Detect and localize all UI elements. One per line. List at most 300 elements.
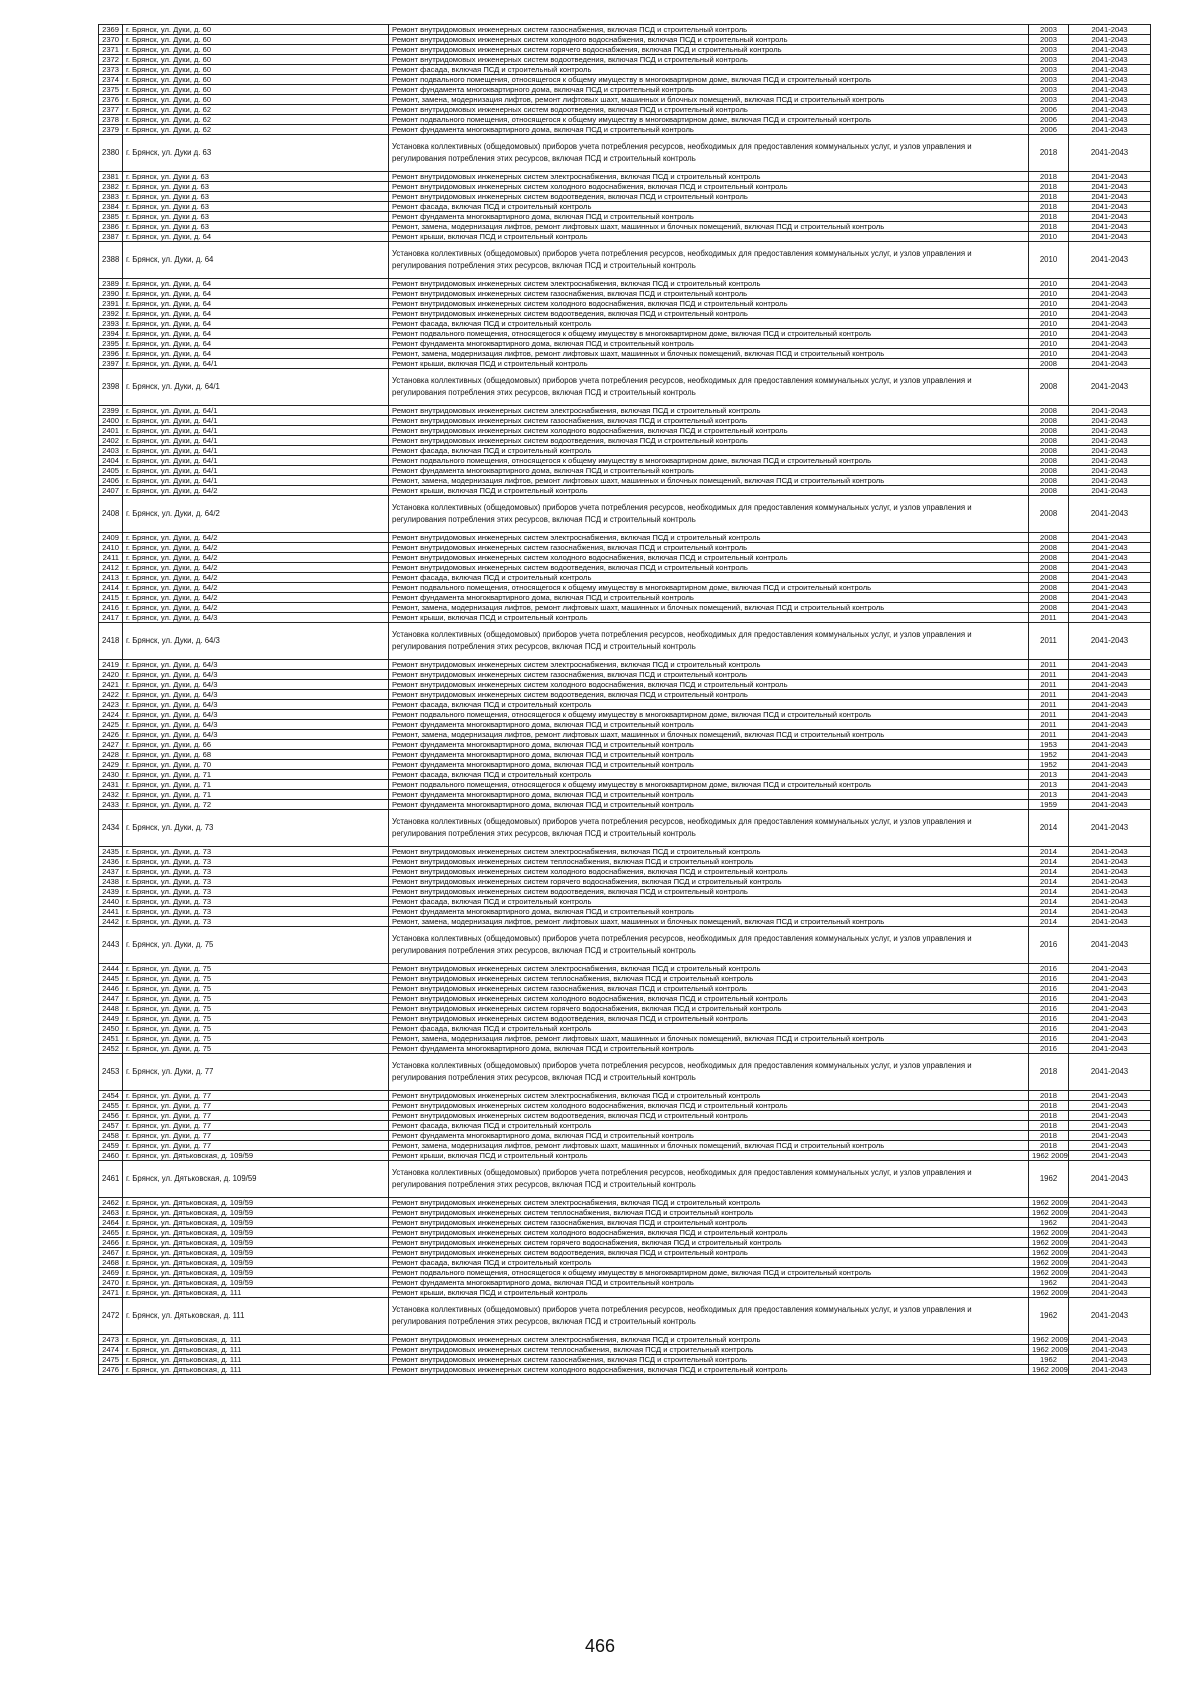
address-cell: г. Брянск, ул. Дуки, д. 73	[123, 857, 389, 867]
row-number: 2406	[99, 476, 123, 486]
table-row	[99, 242, 1151, 279]
year-cell: 2018	[1029, 212, 1069, 222]
table-row	[99, 446, 1151, 456]
address-cell: г. Брянск, ул. Дуки д. 63	[123, 202, 389, 212]
period-cell: 2041-2043	[1069, 690, 1151, 700]
year-cell: 1962 2009	[1029, 1268, 1069, 1278]
row-number: 2394	[99, 329, 123, 339]
row-number: 2423	[99, 700, 123, 710]
address-cell: г. Брянск, ул. Дуки, д. 62	[123, 115, 389, 125]
row-number: 2448	[99, 1004, 123, 1014]
period-cell: 2041-2043	[1069, 740, 1151, 750]
period-cell: 2041-2043	[1069, 202, 1151, 212]
table-row	[99, 984, 1151, 994]
period-cell: 2041-2043	[1069, 319, 1151, 329]
year-cell: 2016	[1029, 994, 1069, 1004]
table-row	[99, 1141, 1151, 1151]
address-cell: г. Брянск, ул. Дуки, д. 73	[123, 867, 389, 877]
work-type-cell: Ремонт фасада, включая ПСД и строительный контроль	[389, 1258, 1029, 1268]
year-cell: 2018	[1029, 222, 1069, 232]
address-cell: г. Брянск, ул. Дуки, д. 77	[123, 1054, 389, 1091]
table-row	[99, 1161, 1151, 1198]
year-cell: 2010	[1029, 319, 1069, 329]
work-type-cell: Ремонт внутридомовых инженерных систем холодного водоснабжения, включая ПСД и строительный контроль	[389, 994, 1029, 1004]
row-number: 2425	[99, 720, 123, 730]
work-type-cell: Ремонт внутридомовых инженерных систем холодного водоснабжения, включая ПСД и строительный контроль	[389, 680, 1029, 690]
work-type-cell: Ремонт внутридомовых инженерных систем водоотведения, включая ПСД и строительный контроль	[389, 1248, 1029, 1258]
row-number: 2430	[99, 770, 123, 780]
address-cell: г. Брянск, ул. Дуки, д. 64/3	[123, 710, 389, 720]
row-number: 2460	[99, 1151, 123, 1161]
address-cell: г. Брянск, ул. Дуки, д. 64/2	[123, 563, 389, 573]
table-row	[99, 1238, 1151, 1248]
year-cell: 2010	[1029, 289, 1069, 299]
work-type-cell: Ремонт внутридомовых инженерных систем горячего водоснабжения, включая ПСД и строительный контроль	[389, 877, 1029, 887]
row-number: 2399	[99, 406, 123, 416]
work-type-cell: Ремонт внутридомовых инженерных систем водоотведения, включая ПСД и строительный контроль	[389, 1111, 1029, 1121]
work-type-cell: Ремонт внутридомовых инженерных систем теплоснабжения, включая ПСД и строительный контроль	[389, 857, 1029, 867]
work-type-cell: Ремонт фундамента многоквартирного дома, включая ПСД и строительный контроль	[389, 750, 1029, 760]
work-type-cell: Ремонт внутридомовых инженерных систем горячего водоснабжения, включая ПСД и строительный контроль	[389, 45, 1029, 55]
work-type-cell: Ремонт внутридомовых инженерных систем газоснабжения, включая ПСД и строительный контроль	[389, 670, 1029, 680]
work-type-cell: Ремонт внутридомовых инженерных систем холодного водоснабжения, включая ПСД и строительный контроль	[389, 553, 1029, 563]
row-number: 2450	[99, 1024, 123, 1034]
work-type-cell: Ремонт внутридомовых инженерных систем электроснабжения, включая ПСД и строительный контроль	[389, 1335, 1029, 1345]
period-cell: 2041-2043	[1069, 25, 1151, 35]
work-type-cell: Ремонт, замена, модернизация лифтов, ремонт лифтовых шахт, машинных и блочных помещений, включая ПСД и строительный контроль	[389, 603, 1029, 613]
row-number: 2410	[99, 543, 123, 553]
period-cell: 2041-2043	[1069, 212, 1151, 222]
year-cell: 2010	[1029, 279, 1069, 289]
row-number: 2385	[99, 212, 123, 222]
table-row	[99, 1024, 1151, 1034]
address-cell: г. Брянск, ул. Дуки, д. 64/2	[123, 496, 389, 533]
work-type-cell: Ремонт внутридомовых инженерных систем водоотведения, включая ПСД и строительный контроль	[389, 309, 1029, 319]
table-row	[99, 760, 1151, 770]
year-cell: 2011	[1029, 680, 1069, 690]
table-row	[99, 780, 1151, 790]
address-cell: г. Брянск, ул. Дуки, д. 64	[123, 349, 389, 359]
work-type-cell: Ремонт крыши, включая ПСД и строительный контроль	[389, 1288, 1029, 1298]
work-type-cell: Ремонт фундамента многоквартирного дома, включая ПСД и строительный контроль	[389, 339, 1029, 349]
row-number: 2398	[99, 369, 123, 406]
row-number: 2444	[99, 964, 123, 974]
work-type-cell: Ремонт фундамента многоквартирного дома, включая ПСД и строительный контроль	[389, 1278, 1029, 1288]
address-cell: г. Брянск, ул. Дуки, д. 60	[123, 65, 389, 75]
period-cell: 2041-2043	[1069, 720, 1151, 730]
work-type-cell: Ремонт фасада, включая ПСД и строительный контроль	[389, 446, 1029, 456]
work-type-cell: Ремонт фасада, включая ПСД и строительный контроль	[389, 1121, 1029, 1131]
period-cell: 2041-2043	[1069, 1208, 1151, 1218]
row-number: 2428	[99, 750, 123, 760]
table-row	[99, 1151, 1151, 1161]
table-row	[99, 319, 1151, 329]
period-cell: 2041-2043	[1069, 65, 1151, 75]
row-number: 2401	[99, 426, 123, 436]
row-number: 2379	[99, 125, 123, 135]
year-cell: 2006	[1029, 115, 1069, 125]
period-cell: 2041-2043	[1069, 369, 1151, 406]
table-row	[99, 740, 1151, 750]
address-cell: г. Брянск, ул. Дуки, д. 60	[123, 45, 389, 55]
work-type-cell: Ремонт, замена, модернизация лифтов, ремонт лифтовых шахт, машинных и блочных помещений, включая ПСД и строительный контроль	[389, 917, 1029, 927]
row-number: 2374	[99, 75, 123, 85]
row-number: 2404	[99, 456, 123, 466]
table-row	[99, 1014, 1151, 1024]
year-cell: 2016	[1029, 984, 1069, 994]
year-cell: 2003	[1029, 65, 1069, 75]
year-cell: 2018	[1029, 1131, 1069, 1141]
work-type-cell: Ремонт фундамента многоквартирного дома, включая ПСД и строительный контроль	[389, 1131, 1029, 1141]
address-cell: г. Брянск, ул. Дуки, д. 64	[123, 329, 389, 339]
year-cell: 1962 2009	[1029, 1248, 1069, 1258]
address-cell: г. Брянск, ул. Дуки, д. 64/2	[123, 603, 389, 613]
table-row	[99, 426, 1151, 436]
period-cell: 2041-2043	[1069, 994, 1151, 1004]
year-cell: 2016	[1029, 964, 1069, 974]
row-number: 2473	[99, 1335, 123, 1345]
year-cell: 2010	[1029, 232, 1069, 242]
work-type-cell: Ремонт внутридомовых инженерных систем холодного водоснабжения, включая ПСД и строительный контроль	[389, 867, 1029, 877]
work-type-cell: Ремонт крыши, включая ПСД и строительный контроль	[389, 613, 1029, 623]
work-type-cell: Ремонт внутридомовых инженерных систем холодного водоснабжения, включая ПСД и строительный контроль	[389, 1101, 1029, 1111]
table-row	[99, 790, 1151, 800]
page-number: 466	[584, 1636, 616, 1656]
year-cell: 2008	[1029, 553, 1069, 563]
year-cell: 2008	[1029, 436, 1069, 446]
period-cell: 2041-2043	[1069, 907, 1151, 917]
period-cell: 2041-2043	[1069, 984, 1151, 994]
year-cell: 1962 2009	[1029, 1208, 1069, 1218]
table-row	[99, 877, 1151, 887]
year-cell: 2003	[1029, 85, 1069, 95]
address-cell: г. Брянск, ул. Дуки, д. 60	[123, 75, 389, 85]
work-type-cell: Ремонт внутридомовых инженерных систем электроснабжения, включая ПСД и строительный контроль	[389, 533, 1029, 543]
work-type-cell: Ремонт фундамента многоквартирного дома, включая ПСД и строительный контроль	[389, 800, 1029, 810]
row-number: 2476	[99, 1365, 123, 1375]
row-number: 2405	[99, 466, 123, 476]
address-cell: г. Брянск, ул. Дуки, д. 64/1	[123, 426, 389, 436]
period-cell: 2041-2043	[1069, 897, 1151, 907]
year-cell: 2016	[1029, 1044, 1069, 1054]
table-row	[99, 847, 1151, 857]
table-body	[99, 25, 1151, 1375]
period-cell: 2041-2043	[1069, 1111, 1151, 1121]
address-cell: г. Брянск, ул. Дуки, д. 62	[123, 125, 389, 135]
table-row	[99, 105, 1151, 115]
year-cell: 2011	[1029, 660, 1069, 670]
work-type-cell: Ремонт внутридомовых инженерных систем электроснабжения, включая ПСД и строительный контроль	[389, 660, 1029, 670]
address-cell: г. Брянск, ул. Дуки, д. 64/2	[123, 553, 389, 563]
row-number: 2434	[99, 810, 123, 847]
period-cell: 2041-2043	[1069, 349, 1151, 359]
period-cell: 2041-2043	[1069, 1335, 1151, 1345]
table-row	[99, 927, 1151, 964]
year-cell: 2011	[1029, 730, 1069, 740]
period-cell: 2041-2043	[1069, 1161, 1151, 1198]
table-row	[99, 800, 1151, 810]
row-number: 2412	[99, 563, 123, 573]
table-row	[99, 182, 1151, 192]
year-cell: 2014	[1029, 867, 1069, 877]
period-cell: 2041-2043	[1069, 359, 1151, 369]
year-cell: 2014	[1029, 877, 1069, 887]
row-number: 2407	[99, 486, 123, 496]
table-row	[99, 299, 1151, 309]
year-cell: 1962	[1029, 1278, 1069, 1288]
work-type-cell: Ремонт фундамента многоквартирного дома, включая ПСД и строительный контроль	[389, 466, 1029, 476]
address-cell: г. Брянск, ул. Дуки, д. 64/1	[123, 466, 389, 476]
row-number: 2462	[99, 1198, 123, 1208]
table-row	[99, 1044, 1151, 1054]
row-number: 2373	[99, 65, 123, 75]
address-cell: г. Брянск, ул. Дуки, д. 64	[123, 339, 389, 349]
row-number: 2403	[99, 446, 123, 456]
work-type-cell: Ремонт крыши, включая ПСД и строительный контроль	[389, 486, 1029, 496]
period-cell: 2041-2043	[1069, 917, 1151, 927]
period-cell: 2041-2043	[1069, 1288, 1151, 1298]
year-cell: 1962	[1029, 1355, 1069, 1365]
year-cell: 2018	[1029, 1101, 1069, 1111]
row-number: 2446	[99, 984, 123, 994]
table-row	[99, 680, 1151, 690]
row-number: 2443	[99, 927, 123, 964]
row-number: 2396	[99, 349, 123, 359]
row-number: 2411	[99, 553, 123, 563]
table-row	[99, 279, 1151, 289]
address-cell: г. Брянск, ул. Дуки, д. 75	[123, 984, 389, 994]
table-row	[99, 660, 1151, 670]
row-number: 2378	[99, 115, 123, 125]
work-type-cell: Ремонт внутридомовых инженерных систем холодного водоснабжения, включая ПСД и строительный контроль	[389, 1228, 1029, 1238]
work-type-cell: Ремонт, замена, модернизация лифтов, ремонт лифтовых шахт, машинных и блочных помещений, включая ПСД и строительный контроль	[389, 476, 1029, 486]
address-cell: г. Брянск, ул. Дятьковская, д. 111	[123, 1298, 389, 1335]
year-cell: 2008	[1029, 496, 1069, 533]
row-number: 2458	[99, 1131, 123, 1141]
table-row	[99, 887, 1151, 897]
year-cell: 1962	[1029, 1218, 1069, 1228]
period-cell: 2041-2043	[1069, 1258, 1151, 1268]
address-cell: г. Брянск, ул. Дятьковская, д. 109/59	[123, 1258, 389, 1268]
work-type-cell: Ремонт фундамента многоквартирного дома, включая ПСД и строительный контроль	[389, 212, 1029, 222]
row-number: 2387	[99, 232, 123, 242]
address-cell: г. Брянск, ул. Дуки, д. 64/3	[123, 623, 389, 660]
work-type-cell: Ремонт фасада, включая ПСД и строительный контроль	[389, 700, 1029, 710]
address-cell: г. Брянск, ул. Дятьковская, д. 109/59	[123, 1278, 389, 1288]
year-cell: 2011	[1029, 670, 1069, 680]
row-number: 2429	[99, 760, 123, 770]
address-cell: г. Брянск, ул. Дятьковская, д. 111	[123, 1365, 389, 1375]
period-cell: 2041-2043	[1069, 1151, 1151, 1161]
work-type-cell: Ремонт внутридомовых инженерных систем газоснабжения, включая ПСД и строительный контроль	[389, 416, 1029, 426]
year-cell: 2008	[1029, 583, 1069, 593]
period-cell: 2041-2043	[1069, 339, 1151, 349]
table-row	[99, 1218, 1151, 1228]
row-number: 2465	[99, 1228, 123, 1238]
row-number: 2417	[99, 613, 123, 623]
work-type-cell: Ремонт внутридомовых инженерных систем электроснабжения, включая ПСД и строительный контроль	[389, 1091, 1029, 1101]
work-type-cell: Ремонт, замена, модернизация лифтов, ремонт лифтовых шахт, машинных и блочных помещений, включая ПСД и строительный контроль	[389, 730, 1029, 740]
table-row	[99, 172, 1151, 182]
period-cell: 2041-2043	[1069, 309, 1151, 319]
address-cell: г. Брянск, ул. Дятьковская, д. 109/59	[123, 1208, 389, 1218]
period-cell: 2041-2043	[1069, 593, 1151, 603]
year-cell: 2003	[1029, 55, 1069, 65]
year-cell: 2011	[1029, 700, 1069, 710]
year-cell: 1962 2009	[1029, 1335, 1069, 1345]
address-cell: г. Брянск, ул. Дятьковская, д. 111	[123, 1335, 389, 1345]
year-cell: 2008	[1029, 476, 1069, 486]
address-cell: г. Брянск, ул. Дуки, д. 68	[123, 750, 389, 760]
period-cell: 2041-2043	[1069, 543, 1151, 553]
row-number: 2384	[99, 202, 123, 212]
period-cell: 2041-2043	[1069, 95, 1151, 105]
row-number: 2431	[99, 780, 123, 790]
table-row	[99, 125, 1151, 135]
period-cell: 2041-2043	[1069, 1228, 1151, 1238]
year-cell: 1962 2009	[1029, 1365, 1069, 1375]
period-cell: 2041-2043	[1069, 35, 1151, 45]
work-type-cell: Ремонт крыши, включая ПСД и строительный контроль	[389, 359, 1029, 369]
work-type-cell: Ремонт фасада, включая ПСД и строительный контроль	[389, 65, 1029, 75]
year-cell: 2011	[1029, 720, 1069, 730]
period-cell: 2041-2043	[1069, 456, 1151, 466]
work-type-cell: Установка коллективных (общедомовых) приборов учета потребления ресурсов, необходимых для предоставления коммунальных услуг, и узлов управления и регулирования потребления этих ресурсов, включая ПСД и строительный контроль	[389, 1054, 1029, 1091]
work-type-cell: Ремонт внутридомовых инженерных систем холодного водоснабжения, включая ПСД и строительный контроль	[389, 35, 1029, 45]
year-cell: 2018	[1029, 1141, 1069, 1151]
address-cell: г. Брянск, ул. Дуки, д. 64/2	[123, 583, 389, 593]
row-number: 2435	[99, 847, 123, 857]
work-type-cell: Ремонт подвального помещения, относящегося к общему имуществу в многоквартирном доме, включая ПСД и строительный контроль	[389, 115, 1029, 125]
work-type-cell: Ремонт внутридомовых инженерных систем водоотведения, включая ПСД и строительный контроль	[389, 105, 1029, 115]
row-number: 2415	[99, 593, 123, 603]
row-number: 2416	[99, 603, 123, 613]
year-cell: 2014	[1029, 917, 1069, 927]
row-number: 2457	[99, 1121, 123, 1131]
period-cell: 2041-2043	[1069, 1298, 1151, 1335]
table-row	[99, 857, 1151, 867]
period-cell: 2041-2043	[1069, 115, 1151, 125]
address-cell: г. Брянск, ул. Дуки, д. 75	[123, 1024, 389, 1034]
period-cell: 2041-2043	[1069, 1198, 1151, 1208]
row-number: 2372	[99, 55, 123, 65]
row-number: 2439	[99, 887, 123, 897]
period-cell: 2041-2043	[1069, 553, 1151, 563]
work-type-cell: Ремонт внутридомовых инженерных систем газоснабжения, включая ПСД и строительный контроль	[389, 25, 1029, 35]
table-row	[99, 810, 1151, 847]
row-number: 2427	[99, 740, 123, 750]
address-cell: г. Брянск, ул. Дуки д. 63	[123, 182, 389, 192]
period-cell: 2041-2043	[1069, 563, 1151, 573]
address-cell: г. Брянск, ул. Дятьковская, д. 111	[123, 1355, 389, 1365]
address-cell: г. Брянск, ул. Дуки, д. 64	[123, 309, 389, 319]
table-row	[99, 309, 1151, 319]
year-cell: 1962	[1029, 1298, 1069, 1335]
table-row	[99, 964, 1151, 974]
address-cell: г. Брянск, ул. Дуки, д. 64/2	[123, 573, 389, 583]
row-number: 2400	[99, 416, 123, 426]
year-cell: 1962 2009	[1029, 1198, 1069, 1208]
row-number: 2370	[99, 35, 123, 45]
work-type-cell: Ремонт фундамента многоквартирного дома, включая ПСД и строительный контроль	[389, 125, 1029, 135]
table-row	[99, 1298, 1151, 1335]
table-row	[99, 750, 1151, 760]
table-row	[99, 416, 1151, 426]
address-cell: г. Брянск, ул. Дуки, д. 75	[123, 974, 389, 984]
row-number: 2382	[99, 182, 123, 192]
work-type-cell: Ремонт внутридомовых инженерных систем холодного водоснабжения, включая ПСД и строительный контроль	[389, 299, 1029, 309]
work-type-cell: Ремонт внутридомовых инженерных систем электроснабжения, включая ПСД и строительный контроль	[389, 1198, 1029, 1208]
work-type-cell: Ремонт крыши, включая ПСД и строительный контроль	[389, 1151, 1029, 1161]
year-cell: 2016	[1029, 1004, 1069, 1014]
table-row	[99, 289, 1151, 299]
period-cell: 2041-2043	[1069, 887, 1151, 897]
work-type-cell: Ремонт внутридомовых инженерных систем электроснабжения, включая ПСД и строительный контроль	[389, 964, 1029, 974]
work-type-cell: Установка коллективных (общедомовых) приборов учета потребления ресурсов, необходимых для предоставления коммунальных услуг, и узлов управления и регулирования потребления этих ресурсов, включая ПСД и строительный контроль	[389, 242, 1029, 279]
table-row	[99, 436, 1151, 446]
address-cell: г. Брянск, ул. Дуки, д. 64/3	[123, 690, 389, 700]
work-type-cell: Ремонт внутридомовых инженерных систем водоотведения, включая ПСД и строительный контроль	[389, 887, 1029, 897]
table-row	[99, 897, 1151, 907]
table-row	[99, 1208, 1151, 1218]
year-cell: 2008	[1029, 426, 1069, 436]
table-row	[99, 1228, 1151, 1238]
address-cell: г. Брянск, ул. Дуки, д. 75	[123, 1014, 389, 1024]
table-row	[99, 115, 1151, 125]
period-cell: 2041-2043	[1069, 1141, 1151, 1151]
table-row	[99, 1121, 1151, 1131]
address-cell: г. Брянск, ул. Дуки, д. 60	[123, 25, 389, 35]
address-cell: г. Брянск, ул. Дятьковская, д. 111	[123, 1288, 389, 1298]
address-cell: г. Брянск, ул. Дуки, д. 64/2	[123, 543, 389, 553]
table-row	[99, 700, 1151, 710]
year-cell: 2016	[1029, 927, 1069, 964]
row-number: 2371	[99, 45, 123, 55]
table-row	[99, 486, 1151, 496]
row-number: 2433	[99, 800, 123, 810]
period-cell: 2041-2043	[1069, 466, 1151, 476]
address-cell: г. Брянск, ул. Дуки, д. 64	[123, 299, 389, 309]
period-cell: 2041-2043	[1069, 1131, 1151, 1141]
address-cell: г. Брянск, ул. Дуки, д. 64/3	[123, 613, 389, 623]
year-cell: 2008	[1029, 446, 1069, 456]
row-number: 2393	[99, 319, 123, 329]
address-cell: г. Брянск, ул. Дятьковская, д. 111	[123, 1345, 389, 1355]
work-type-cell: Ремонт фасада, включая ПСД и строительный контроль	[389, 897, 1029, 907]
address-cell: г. Брянск, ул. Дуки д. 63	[123, 172, 389, 182]
year-cell: 2003	[1029, 95, 1069, 105]
table-row	[99, 670, 1151, 680]
work-type-cell: Ремонт внутридомовых инженерных систем водоотведения, включая ПСД и строительный контроль	[389, 1014, 1029, 1024]
table-row	[99, 476, 1151, 486]
table-row	[99, 720, 1151, 730]
work-type-cell: Ремонт внутридомовых инженерных систем электроснабжения, включая ПСД и строительный контроль	[389, 279, 1029, 289]
table-row	[99, 1004, 1151, 1014]
period-cell: 2041-2043	[1069, 583, 1151, 593]
year-cell: 2003	[1029, 45, 1069, 55]
row-number: 2449	[99, 1014, 123, 1024]
table-row	[99, 1101, 1151, 1111]
table-row	[99, 907, 1151, 917]
address-cell: г. Брянск, ул. Дуки, д. 64/1	[123, 456, 389, 466]
year-cell: 2018	[1029, 172, 1069, 182]
work-type-cell: Ремонт внутридомовых инженерных систем водоотведения, включая ПСД и строительный контроль	[389, 436, 1029, 446]
year-cell: 2010	[1029, 329, 1069, 339]
year-cell: 2008	[1029, 533, 1069, 543]
table-row	[99, 1054, 1151, 1091]
row-number: 2438	[99, 877, 123, 887]
period-cell: 2041-2043	[1069, 232, 1151, 242]
